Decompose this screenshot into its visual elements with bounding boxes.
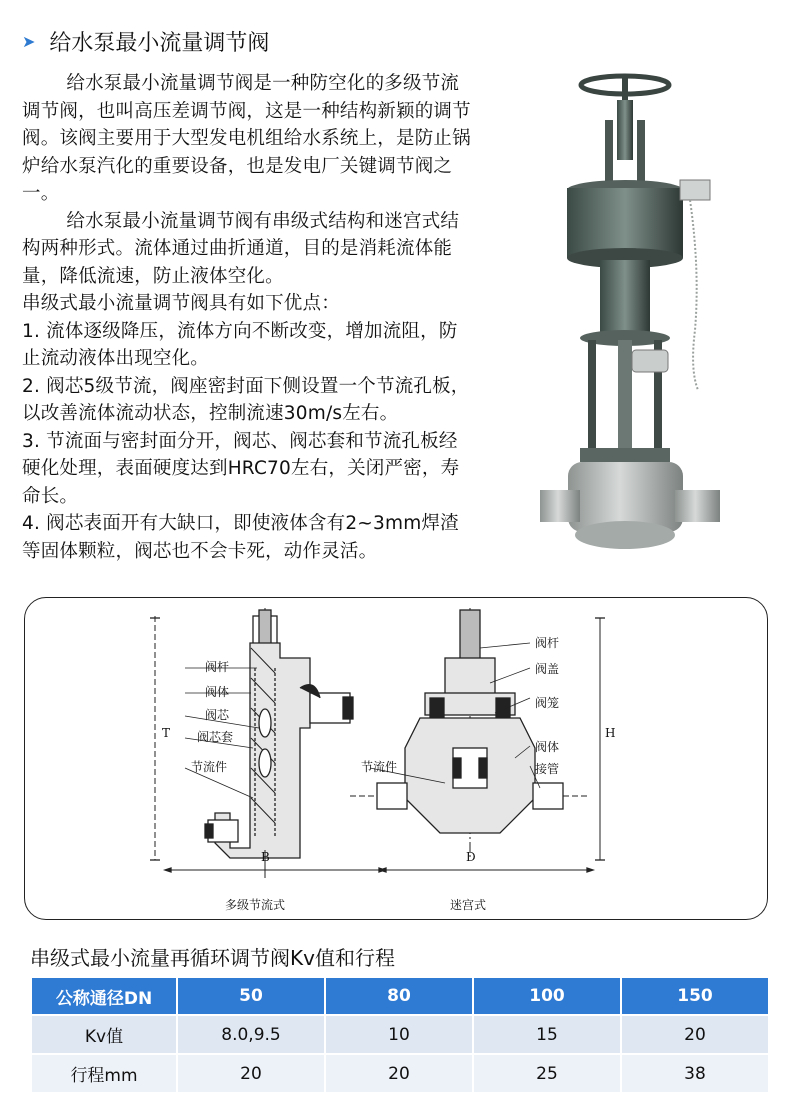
- header-cell: 公称通径DN: [31, 977, 177, 1015]
- label-bonnet: 阀盖: [535, 662, 560, 676]
- header-cell: 100: [473, 977, 621, 1015]
- label-valve-body-right: 阀体: [535, 740, 560, 754]
- label-valve-body: 阀体: [205, 685, 230, 699]
- table-cell: 20: [177, 1054, 325, 1093]
- table-title: 串级式最小流量再循环调节阀Kv值和行程: [30, 946, 395, 970]
- advantage-item: 1. 流体逐级降压，流体方向不断改变，增加流阻，防止流动液体出现空化。: [22, 320, 458, 369]
- label-valve-stem: 阀杆: [205, 660, 230, 674]
- advantage-item: 3. 节流面与密封面分开，阀芯、阀芯套和节流孔板经硬化处理，表面硬度达到HRC70左右，关闭严密，寿命长。: [22, 430, 460, 507]
- structure-diagram-panel: [24, 597, 768, 920]
- table-row: [31, 1015, 769, 1054]
- page-title: 给水泵最小流量调节阀: [49, 31, 270, 56]
- header-cell: 50: [177, 977, 325, 1015]
- kv-stroke-table: [30, 976, 770, 1094]
- intro-text: [22, 70, 474, 565]
- table-header-row: [31, 977, 769, 1015]
- intro-paragraph: 给水泵最小流量调节阀有串级式结构和迷宫式结构两种形式。流体通过曲折通道，目的是消耗流体能量，降低流速，防止液体空化。: [22, 210, 460, 287]
- table-cell: 20: [621, 1015, 769, 1054]
- advantage-item: 4. 阀芯表面开有大缺口，即使液体含有2~3mm焊渣等固体颗粒，阀芯也不会卡死，动作灵活。: [22, 513, 459, 562]
- header-cell: 80: [325, 977, 473, 1015]
- label-throttle-piece-right: 节流件: [361, 760, 398, 774]
- advantage-item: 2. 阀芯5级节流，阀座密封面下侧设置一个节流孔板，以改善流体流动状态，控制流速30m/s左右。: [22, 375, 470, 424]
- label-connecting-pipe: 接管: [535, 762, 560, 776]
- label-core-sleeve: 阀芯套: [197, 730, 234, 744]
- table-cell: 行程mm: [31, 1054, 177, 1093]
- table-cell: 8.0,9.5: [177, 1015, 325, 1054]
- intro-paragraph: 串级式最小流量调节阀具有如下优点：: [22, 293, 340, 314]
- dimension-T: T: [162, 726, 171, 740]
- dimension-H: H: [605, 726, 616, 740]
- dimension-D: D: [466, 850, 476, 864]
- valve-photo: [540, 70, 740, 570]
- label-valve-core: 阀芯: [205, 708, 230, 722]
- table-cell: 10: [325, 1015, 473, 1054]
- table-cell: 15: [473, 1015, 621, 1054]
- dimension-B: B: [261, 850, 270, 864]
- table-row: [31, 1054, 769, 1093]
- intro-paragraph: 给水泵最小流量调节阀是一种防空化的多级节流调节阀，也叫高压差调节阀，这是一种结构新颖的调节阀。该阀主要用于大型发电机组给水系统上，是防止锅炉给水泵汽化的重要设备，也是发电厂关键调节阀之一。: [22, 73, 471, 204]
- section-heading: [22, 26, 269, 57]
- left-caption: 多级节流式: [225, 898, 286, 912]
- label-throttle-piece: 节流件: [191, 760, 228, 774]
- label-cage: 阀笼: [535, 696, 560, 710]
- header-cell: 150: [621, 977, 769, 1015]
- right-caption: 迷宫式: [450, 898, 487, 912]
- arrow-bullet-icon: ➤: [22, 32, 36, 51]
- table-cell: 38: [621, 1054, 769, 1093]
- table-cell: Kv值: [31, 1015, 177, 1054]
- table-cell: 25: [473, 1054, 621, 1093]
- label-valve-stem-right: 阀杆: [535, 636, 560, 650]
- table-cell: 20: [325, 1054, 473, 1093]
